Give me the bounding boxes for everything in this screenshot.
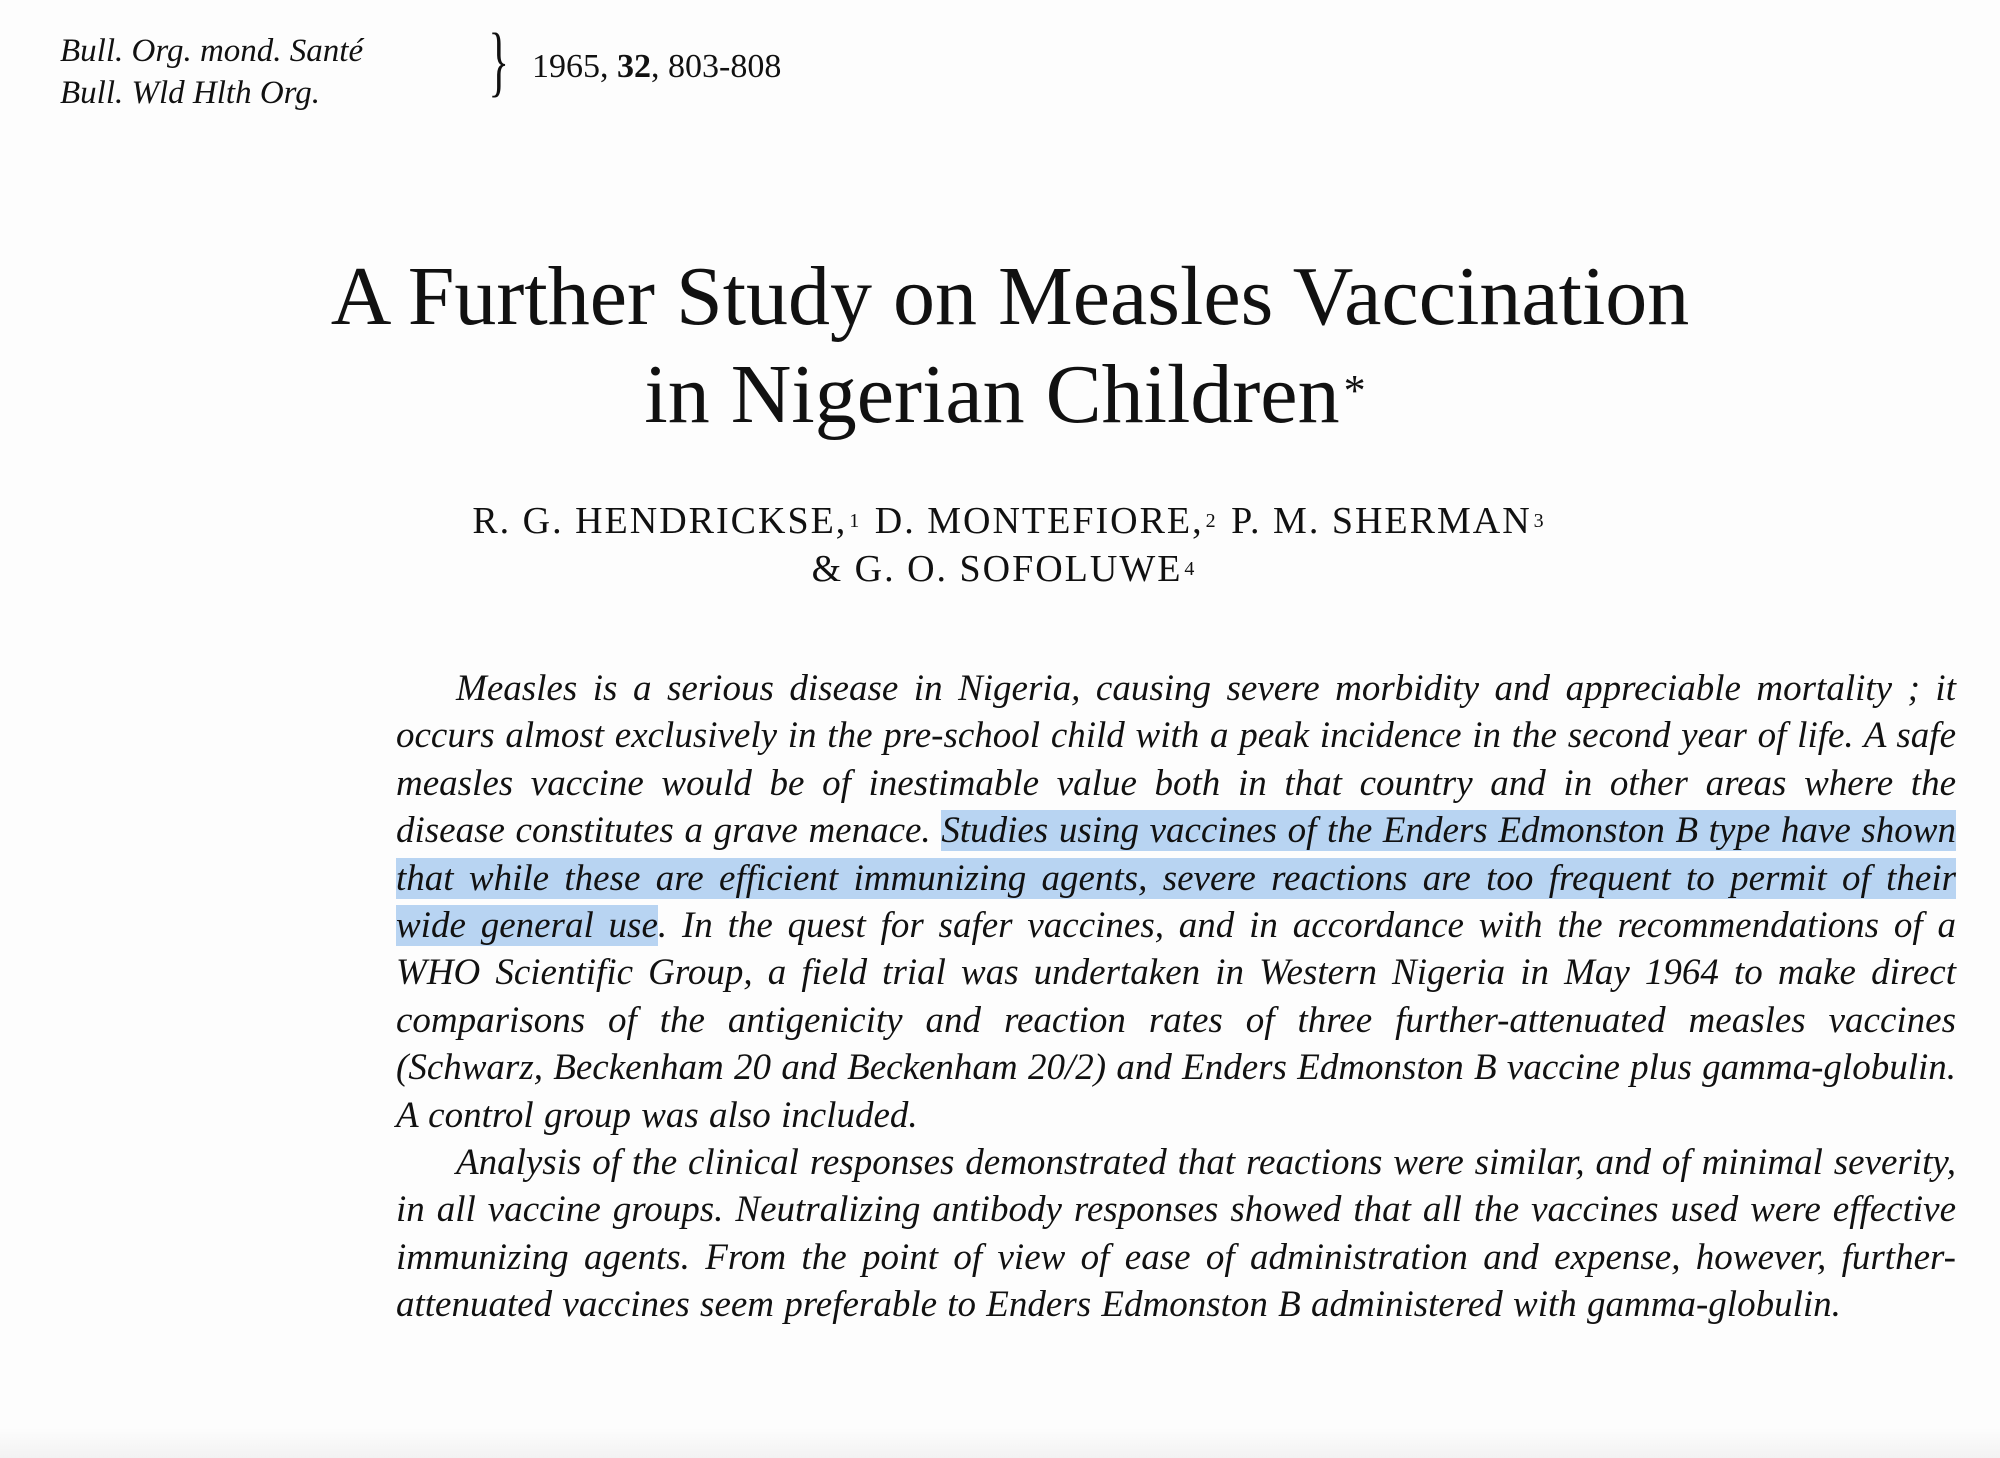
author-line-2: [0, 545, 2000, 593]
author-name: D. MONTEFIORE,: [874, 500, 1204, 542]
citation-year: 1965,: [532, 48, 617, 85]
citation: [532, 48, 781, 86]
title-line-2: [0, 346, 2000, 444]
author-line-1: [0, 497, 2000, 545]
title-line-2-text: in Nigerian Children: [644, 348, 1340, 441]
title-line-1: A Further Study on Measles Vaccination: [330, 250, 1690, 343]
author-affiliation-marker: 1: [849, 510, 860, 532]
abstract-text: . In the quest for safer vaccines, and in accordance with the recommendations of a WHO Scientific Group, a field trial was undertaken in Western Nigeria in May 1964 to make direct comparisons of the antigenicity and reaction rates of three further-attenuated measles vaccines (Schwarz, Beckenham 20 and Beckenham 20/2) and Enders Edmonston B vaccine plus gamma-globulin. A control group was also included.: [396, 905, 1956, 1136]
article-title: [0, 248, 2000, 444]
journal-brace: }: [488, 17, 510, 104]
journal-names: [60, 30, 363, 114]
abstract-paragraph-1: [396, 665, 1956, 1139]
journal-name-english: Bull. Wld Hlth Org.: [60, 75, 321, 111]
abstract: [396, 665, 1956, 1329]
citation-volume: 32: [617, 48, 651, 85]
author-name: P. M. SHERMAN: [1231, 500, 1532, 542]
author-affiliation-marker: 4: [1184, 558, 1195, 580]
title-footnote-marker: *: [1343, 366, 1366, 415]
author-affiliation-marker: 3: [1533, 510, 1544, 532]
author-affiliation-marker: 2: [1205, 510, 1216, 532]
author-name: R. G. HENDRICKSE,: [472, 500, 848, 542]
journal-name-french: Bull. Org. mond. Santé: [60, 33, 364, 69]
author-list: [0, 497, 2000, 593]
abstract-paragraph-2: Analysis of the clinical responses demonstrated that reactions were similar, and of minimal severity, in all vaccine groups. Neutralizing antibody responses showed that all the vaccines used were effective immunizing agents. From the point of view of ease of administration and expense, however, further-attenuated vaccines seem preferable to Enders Edmonston B administered with gamma-globulin.: [396, 1142, 1956, 1326]
scan-edge-shadow: [0, 1428, 2000, 1458]
author-name: & G. O. SOFOLUWE: [811, 548, 1183, 590]
abstract-text: Measles is a serious disease in Nigeria, causing severe morbidity and appreciable mortality ; it occurs almost exclusively in the pre-school child with a peak incidence in the second year of life. A safe measles vaccine would be of inestimable value both in that country and in other areas where the disease constitutes a grave menace.: [396, 668, 1956, 852]
citation-pages: , 803-808: [651, 48, 782, 85]
highlighted-text-selection[interactable]: Studies using vaccines of the Enders Edmonston B type have shown that while these are efficient immunizing agents, severe reactions are too frequent to permit of their wide general use: [396, 810, 1956, 947]
